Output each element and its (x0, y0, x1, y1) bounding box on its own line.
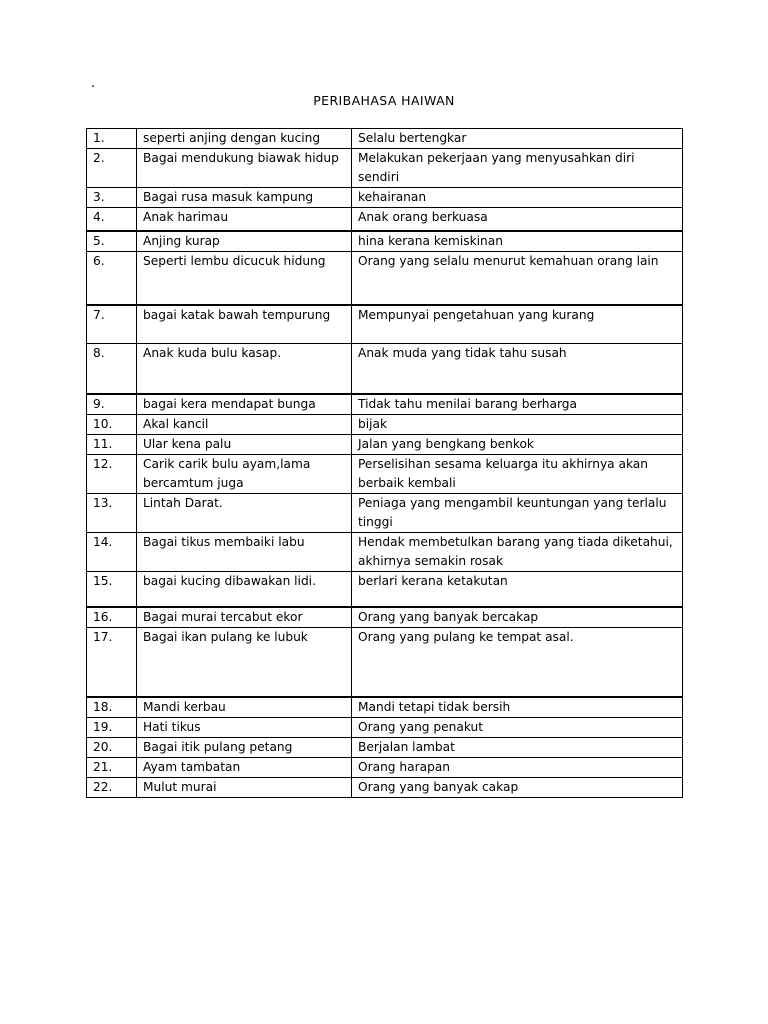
table-row (87, 572, 683, 607)
table-row (87, 188, 683, 208)
table-row (87, 305, 683, 343)
proverb-cell: Anjing kurap (137, 231, 352, 252)
meaning-cell: Orang yang selalu menurut kemahuan orang lain (352, 251, 683, 305)
meaning-cell: Tidak tahu menilai barang berharga (352, 394, 683, 415)
proverb-cell: Mulut murai (137, 778, 352, 798)
proverb-cell: Anak harimau (137, 208, 352, 231)
meaning-cell: berlari kerana ketakutan (352, 572, 683, 607)
table-row (87, 394, 683, 415)
table-row (87, 435, 683, 455)
meaning-cell: kehairanan (352, 188, 683, 208)
meaning-cell: Jalan yang bengkang benkok (352, 435, 683, 455)
table-row (87, 129, 683, 149)
row-number: 3. (87, 188, 137, 208)
proverb-cell: Lintah Darat. (137, 494, 352, 533)
table-row (87, 738, 683, 758)
table-row (87, 343, 683, 394)
proverb-cell: Bagai rusa masuk kampung (137, 188, 352, 208)
meaning-cell: Berjalan lambat (352, 738, 683, 758)
table-row (87, 208, 683, 231)
proverb-cell: Bagai murai tercabut ekor (137, 607, 352, 628)
row-number: 5. (87, 231, 137, 252)
table-row (87, 231, 683, 252)
meaning-cell: Anak orang berkuasa (352, 208, 683, 231)
row-number: 18. (87, 697, 137, 718)
meaning-cell: Selalu bertengkar (352, 129, 683, 149)
row-number: 19. (87, 718, 137, 738)
proverb-cell: bagai kucing dibawakan lidi. (137, 572, 352, 607)
meaning-cell: bijak (352, 415, 683, 435)
proverb-cell: Bagai itik pulang petang (137, 738, 352, 758)
row-number: 21. (87, 758, 137, 778)
meaning-cell: Mempunyai pengetahuan yang kurang (352, 305, 683, 343)
table-row (87, 533, 683, 572)
proverb-cell: Carik carik bulu ayam,lama bercamtum juga (137, 455, 352, 494)
row-number: 15. (87, 572, 137, 607)
proverb-cell: bagai katak bawah tempurung (137, 305, 352, 343)
row-number: 14. (87, 533, 137, 572)
row-number: 11. (87, 435, 137, 455)
table-row (87, 494, 683, 533)
table-row (87, 758, 683, 778)
row-number: 4. (87, 208, 137, 231)
meaning-cell: Perselisihan sesama keluarga itu akhirnya akan berbaik kembali (352, 455, 683, 494)
meaning-cell: Orang yang penakut (352, 718, 683, 738)
row-number: 9. (87, 394, 137, 415)
proverb-cell: Bagai ikan pulang ke lubuk (137, 627, 352, 697)
meaning-cell: Peniaga yang mengambil keuntungan yang terlalu tinggi (352, 494, 683, 533)
table-row (87, 697, 683, 718)
meaning-cell: Orang yang banyak bercakap (352, 607, 683, 628)
table-row (87, 251, 683, 305)
page-title: PERIBAHASA HAIWAN (313, 93, 455, 108)
meaning-cell: Melakukan pekerjaan yang menyusahkan diri sendiri (352, 149, 683, 188)
row-number: 17. (87, 627, 137, 697)
meaning-cell: Orang yang banyak cakap (352, 778, 683, 798)
proverb-cell: Bagai tikus membaiki labu (137, 533, 352, 572)
proverb-cell: Mandi kerbau (137, 697, 352, 718)
row-number: 22. (87, 778, 137, 798)
proverb-cell: Hati tikus (137, 718, 352, 738)
meaning-cell: Orang yang pulang ke tempat asal. (352, 627, 683, 697)
table-row (87, 455, 683, 494)
proverb-cell: bagai kera mendapat bunga (137, 394, 352, 415)
table-row (87, 415, 683, 435)
row-number: 6. (87, 251, 137, 305)
row-number: 16. (87, 607, 137, 628)
proverb-cell: Bagai mendukung biawak hidup (137, 149, 352, 188)
proverb-cell: Ular kena palu (137, 435, 352, 455)
meaning-cell: Orang harapan (352, 758, 683, 778)
row-number: 2. (87, 149, 137, 188)
row-number: 13. (87, 494, 137, 533)
proverb-table (86, 128, 683, 798)
row-number: 1. (87, 129, 137, 149)
meaning-cell: Anak muda yang tidak tahu susah (352, 343, 683, 394)
row-number: 20. (87, 738, 137, 758)
row-number: 12. (87, 455, 137, 494)
table-row (87, 627, 683, 697)
meaning-cell: Mandi tetapi tidak bersih (352, 697, 683, 718)
table-row (87, 718, 683, 738)
row-number: 8. (87, 343, 137, 394)
table-row (87, 607, 683, 628)
row-number: 7. (87, 305, 137, 343)
proverb-cell: Seperti lembu dicucuk hidung (137, 251, 352, 305)
proverb-cell: Ayam tambatan (137, 758, 352, 778)
proverb-table-body (87, 129, 683, 798)
proverb-cell: seperti anjing dengan kucing (137, 129, 352, 149)
page-dot: . (91, 76, 96, 91)
table-row (87, 778, 683, 798)
meaning-cell: hina kerana kemiskinan (352, 231, 683, 252)
proverb-cell: Akal kancil (137, 415, 352, 435)
meaning-cell: Hendak membetulkan barang yang tiada diketahui, akhirnya semakin rosak (352, 533, 683, 572)
row-number: 10. (87, 415, 137, 435)
proverb-cell: Anak kuda bulu kasap. (137, 343, 352, 394)
table-row (87, 149, 683, 188)
